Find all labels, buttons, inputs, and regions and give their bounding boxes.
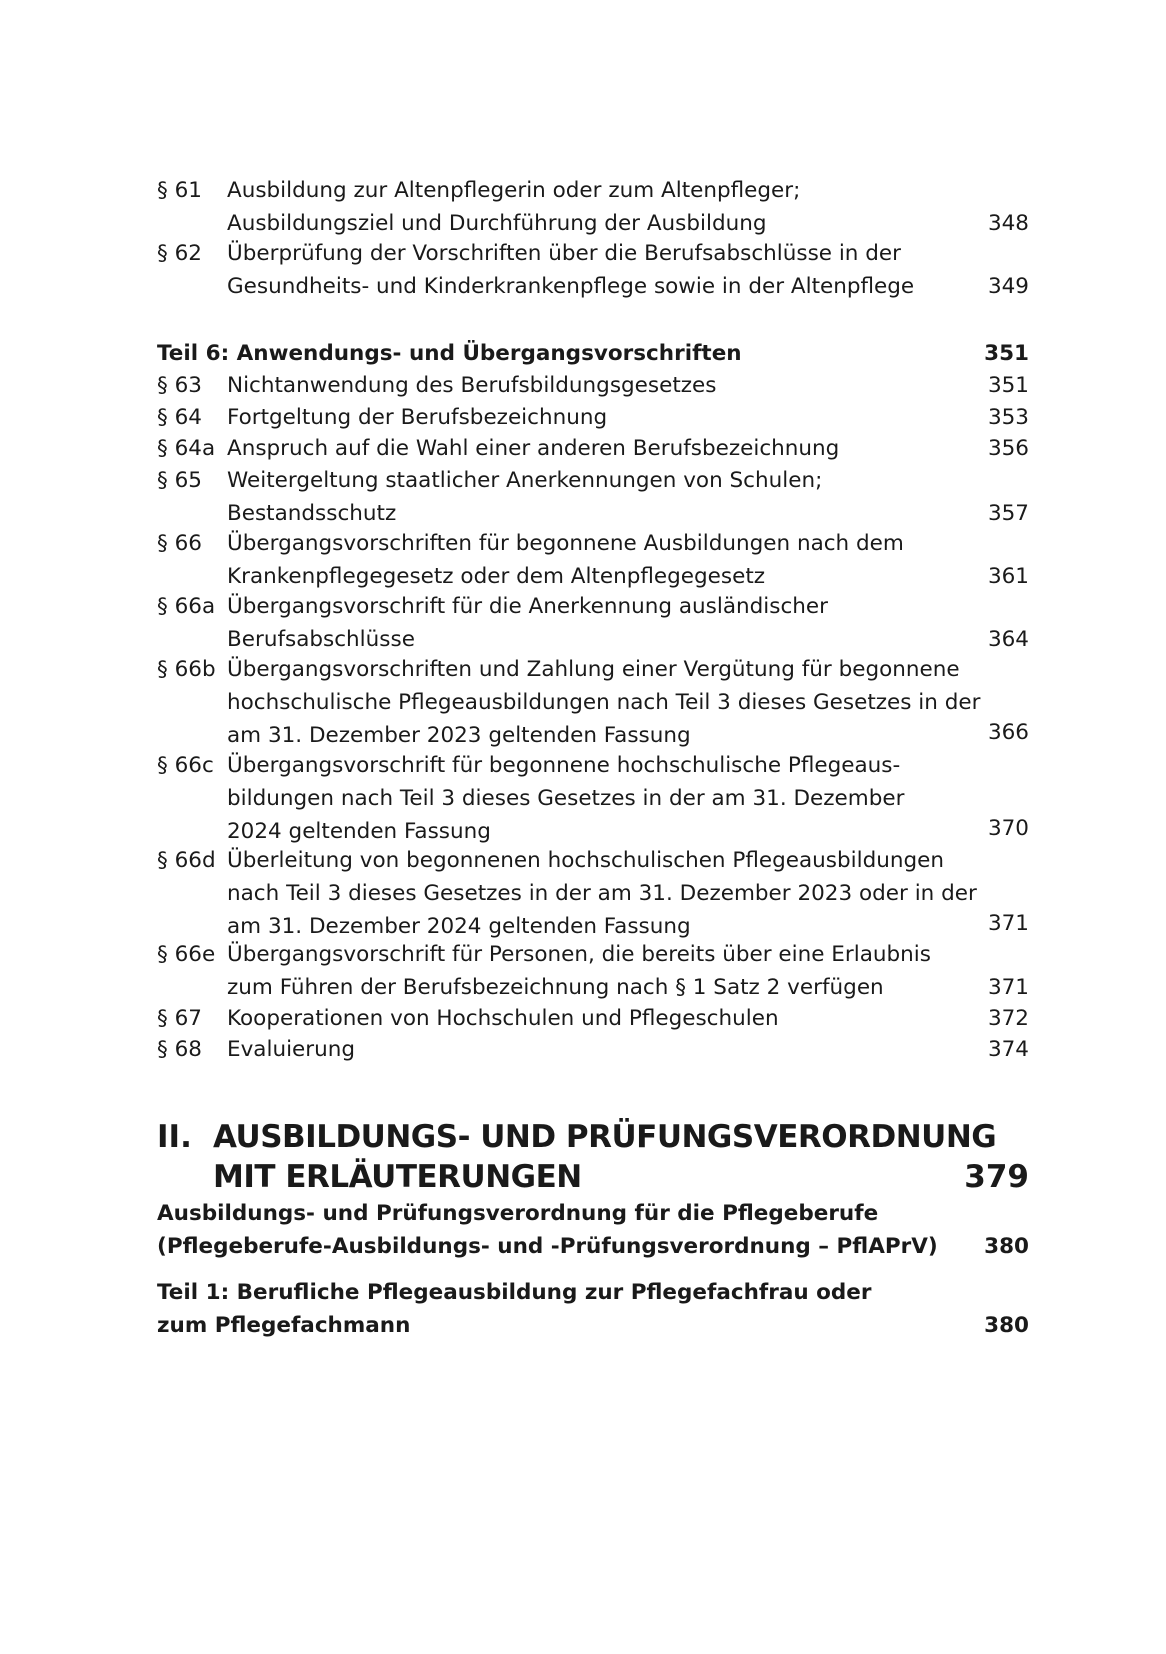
entry-title-line: Nichtanwendung des Berufsbildungsgesetzes xyxy=(227,373,717,398)
paragraph-number: § 66a xyxy=(157,594,216,619)
entry-title xyxy=(227,237,947,303)
page-number: 357 xyxy=(987,501,1029,526)
paragraph-number: § 64 xyxy=(157,405,202,430)
page-number: 380 xyxy=(984,1313,1029,1338)
entry-title-line: hochschulische Pflegeausbildungen nach Teil 3 dieses Gesetzes in der xyxy=(227,690,981,715)
entry-title-line: Gesundheits- und Kinderkrankenpflege sowie in der Altenpflege xyxy=(227,274,915,299)
entry-title-line: Bestandsschutz xyxy=(227,501,397,526)
page-number: 351 xyxy=(987,373,1029,398)
entry-title xyxy=(227,401,947,434)
page-number: 353 xyxy=(987,405,1029,430)
entry-title xyxy=(227,1002,947,1035)
section-title xyxy=(157,1276,957,1342)
entry-title xyxy=(227,1033,947,1066)
entry-title-line: Fortgeltung der Berufsbezeichnung xyxy=(227,405,608,430)
page-number: 374 xyxy=(987,1037,1029,1062)
entry-title-line: Überleitung von begonnenen hochschulischen Pflegeausbildungen xyxy=(227,848,944,873)
entry-title-line: Anspruch auf die Wahl einer anderen Berufsbezeichnung xyxy=(227,436,840,461)
page-number: 351 xyxy=(984,341,1029,366)
entry-title-line: Überprüfung der Vorschriften über die Berufsabschlüsse in der xyxy=(227,241,901,266)
page-number: 370 xyxy=(987,816,1029,841)
verordnung-title-line: (Pflegeberufe-Ausbildungs- und -Prüfungsverordnung – PflAPrV) xyxy=(157,1234,938,1259)
paragraph-number: § 65 xyxy=(157,468,202,493)
chapter-number: II. xyxy=(157,1119,192,1155)
entry-title xyxy=(227,590,947,656)
entry-title-line: Berufsabschlüsse xyxy=(227,627,415,652)
entry-title-line: nach Teil 3 dieses Gesetzes in der am 31. Dezember 2023 oder in der xyxy=(227,881,977,906)
entry-title-line: Übergangsvorschrift für Personen, die bereits über eine Erlaubnis xyxy=(227,942,931,967)
verordnung-title-line: Ausbildungs- und Prüfungsverordnung für die Pflegeberufe xyxy=(157,1201,879,1226)
section-heading-teil6 xyxy=(157,337,1029,370)
page-number: 372 xyxy=(987,1006,1029,1031)
entry-title-line: Ausbildungsziel und Durchführung der Ausbildung xyxy=(227,211,767,236)
page-number: 380 xyxy=(984,1234,1029,1259)
entry-title-line: Evaluierung xyxy=(227,1037,356,1062)
entry-title xyxy=(227,749,947,848)
entry-title xyxy=(227,369,947,402)
entry-title-line: Ausbildung zur Altenpflegerin oder zum Altenpfleger; xyxy=(227,178,801,203)
page-number: 348 xyxy=(987,211,1029,236)
verordnung-title xyxy=(157,1197,957,1263)
section-title-line: zum Pflegefachmann xyxy=(157,1313,411,1338)
entry-title xyxy=(227,174,947,240)
paragraph-number: § 66b xyxy=(157,657,216,682)
paragraph-number: § 68 xyxy=(157,1037,202,1062)
entry-title-line: Weitergeltung staatlicher Anerkennungen von Schulen; xyxy=(227,468,823,493)
entry-title-line: Kooperationen von Hochschulen und Pflegeschulen xyxy=(227,1006,779,1031)
entry-title-line: Übergangsvorschriften für begonnene Ausbildungen nach dem xyxy=(227,531,904,556)
page-number: 361 xyxy=(987,564,1029,589)
entry-title-line: Krankenpflegegesetz oder dem Altenpflegegesetz xyxy=(227,564,766,589)
entry-title xyxy=(227,527,947,593)
page-number: 364 xyxy=(987,627,1029,652)
section-title: Teil 6: Anwendungs- und Übergangsvorschriften xyxy=(157,341,742,366)
paragraph-number: § 62 xyxy=(157,241,202,266)
entry-title xyxy=(227,653,981,752)
entry-title-line: bildungen nach Teil 3 dieses Gesetzes in der am 31. Dezember xyxy=(227,786,905,811)
entry-title-line: am 31. Dezember 2024 geltenden Fassung xyxy=(227,914,691,939)
paragraph-number: § 67 xyxy=(157,1006,202,1031)
paragraph-number: § 66c xyxy=(157,753,214,778)
paragraph-number: § 64a xyxy=(157,436,216,461)
entry-title xyxy=(227,938,947,1004)
section-title-line: Teil 1: Berufliche Pflegeausbildung zur Pflegefachfrau oder xyxy=(157,1280,872,1305)
page-number: 371 xyxy=(987,911,1029,936)
entry-title-line: Übergangsvorschriften und Zahlung einer Vergütung für begonnene xyxy=(227,657,960,682)
page-number: 371 xyxy=(987,975,1029,1000)
page-number: 349 xyxy=(987,274,1029,299)
entry-title-line: 2024 geltenden Fassung xyxy=(227,819,491,844)
paragraph-number: § 66 xyxy=(157,531,202,556)
page-number: 379 xyxy=(964,1159,1029,1195)
chapter-title-line: AUSBILDUNGS- UND PRÜFUNGSVERORDNUNG xyxy=(213,1119,997,1155)
entry-title-line: zum Führen der Berufsbezeichnung nach § 1 Satz 2 verfügen xyxy=(227,975,884,1000)
entry-title-line: Übergangsvorschrift für die Anerkennung ausländischer xyxy=(227,594,828,619)
paragraph-number: § 66d xyxy=(157,848,216,873)
page-number: 366 xyxy=(987,720,1029,745)
entry-title-line: am 31. Dezember 2023 geltenden Fassung xyxy=(227,723,691,748)
entry-title-line: Übergangsvorschrift für begonnene hochschulische Pflegeaus- xyxy=(227,753,901,778)
entry-title xyxy=(227,432,947,465)
paragraph-number: § 66e xyxy=(157,942,216,967)
paragraph-number: § 63 xyxy=(157,373,202,398)
page-number: 356 xyxy=(987,436,1029,461)
paragraph-number: § 61 xyxy=(157,178,202,203)
entry-title xyxy=(227,464,947,530)
entry-title xyxy=(227,844,977,943)
chapter-title-line: MIT ERLÄUTERUNGEN xyxy=(213,1159,582,1195)
